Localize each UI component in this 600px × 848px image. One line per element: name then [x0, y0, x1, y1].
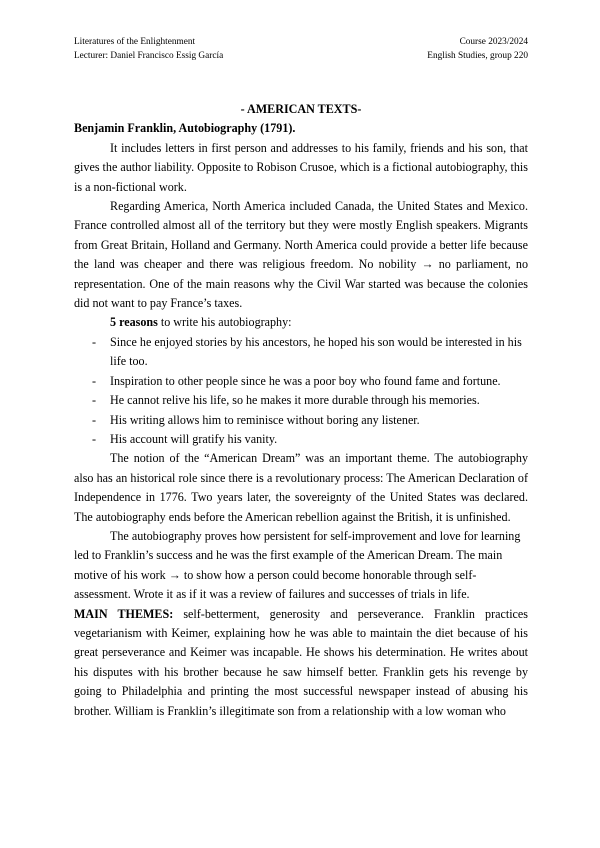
- list-dash: -: [92, 412, 97, 427]
- course-name: Literatures of the Enlightenment: [74, 37, 196, 47]
- paragraph-america: Regarding America, North America included Canada, the United States and Mexico. France controlled almost all of the territory but they were mostly English speakers. Migrants from Great Britain, Holland and Germany. North America could provide a better life because the land was cheaper and there was religious freedom. No nobility → no parliament, no representation. One of the main reasons why the Civil War started was because the colonies did not want to pay France’s taxes.: [74, 199, 528, 311]
- reason-text: Inspiration to other people since he was a poor boy who found fame and fortune.: [110, 373, 501, 388]
- list-dash: -: [92, 393, 97, 408]
- list-item: [74, 333, 528, 372]
- list-item: [74, 430, 528, 449]
- page-header: [74, 35, 528, 63]
- course-year: Course 2023/2024: [459, 37, 528, 47]
- header-row-bottom: [74, 49, 528, 63]
- paragraph-letters: It includes letters in first person and addresses to his family, friends and his son, that gives the author liability. Opposite to Robison Crusoe, which is a fictional autobiography, this is a non-fictional work.: [74, 140, 528, 194]
- document-body: [74, 100, 528, 721]
- list-dash: -: [92, 334, 97, 349]
- list-item: [74, 411, 528, 430]
- reason-text: His writing allows him to reminisce without boring any listener.: [110, 412, 420, 427]
- reasons-list: [74, 333, 528, 449]
- paragraph-american-dream: The notion of the “American Dream” was an important theme. The autobiography also has an historical role since there is a revolutionary process: The American Declaration of Independence in 1776. Two years later, the sovereignty of the United States was declared. The autobiography ends before the American rebellion against the British, it is unfinished.: [74, 451, 528, 524]
- section-title: - AMERICAN TEXTS-: [240, 102, 362, 116]
- list-dash: -: [92, 431, 97, 446]
- reason-text: Since he enjoyed stories by his ancestors, he hoped his son would be interested in his life too.: [110, 334, 522, 369]
- reason-text: His account will gratify his vanity.: [110, 431, 278, 446]
- list-item: [74, 391, 528, 410]
- studies-group: English Studies, group 220: [427, 51, 528, 61]
- reasons-intro: [74, 313, 528, 332]
- paragraph-main-themes: [74, 605, 528, 721]
- reasons-intro-rest: to write his autobiography:: [157, 315, 292, 330]
- lecturer: Lecturer: Daniel Francisco Essig García: [74, 51, 224, 61]
- paragraph-self-improvement: The autobiography proves how persistent for self-improvement and love for learning led to Franklin’s success and he was the first example of the American Dream. The main motive of his work → to show how a person could become honorable through self-assessment. Wrote it as if it was a review of failures and successes of trials in life.: [74, 528, 521, 602]
- list-dash: -: [92, 373, 97, 388]
- main-themes-label: MAIN THEMES:: [74, 606, 174, 621]
- reason-text: He cannot relive his life, so he makes it more durable through his memories.: [110, 393, 480, 408]
- list-item: [74, 372, 528, 391]
- book-title: Benjamin Franklin, Autobiography (1791).: [74, 121, 296, 136]
- reasons-intro-bold: 5 reasons: [110, 315, 158, 330]
- header-row-top: [74, 35, 528, 49]
- main-themes-text: self-betterment, generosity and perseverance. Franklin practices vegetarianism with Keimer, explaining how he was able to maintain the diet because of his great perseverance and Keimer was incapable. He shows his determination. He writes about his disputes with his brother because he saw himself better. Franklin gets his revenge by going to Philadelphia and printing the most successful newspaper instead of abusing his brother. William is Franklin’s illegitimate son from a relationship with a low woman who: [74, 606, 528, 718]
